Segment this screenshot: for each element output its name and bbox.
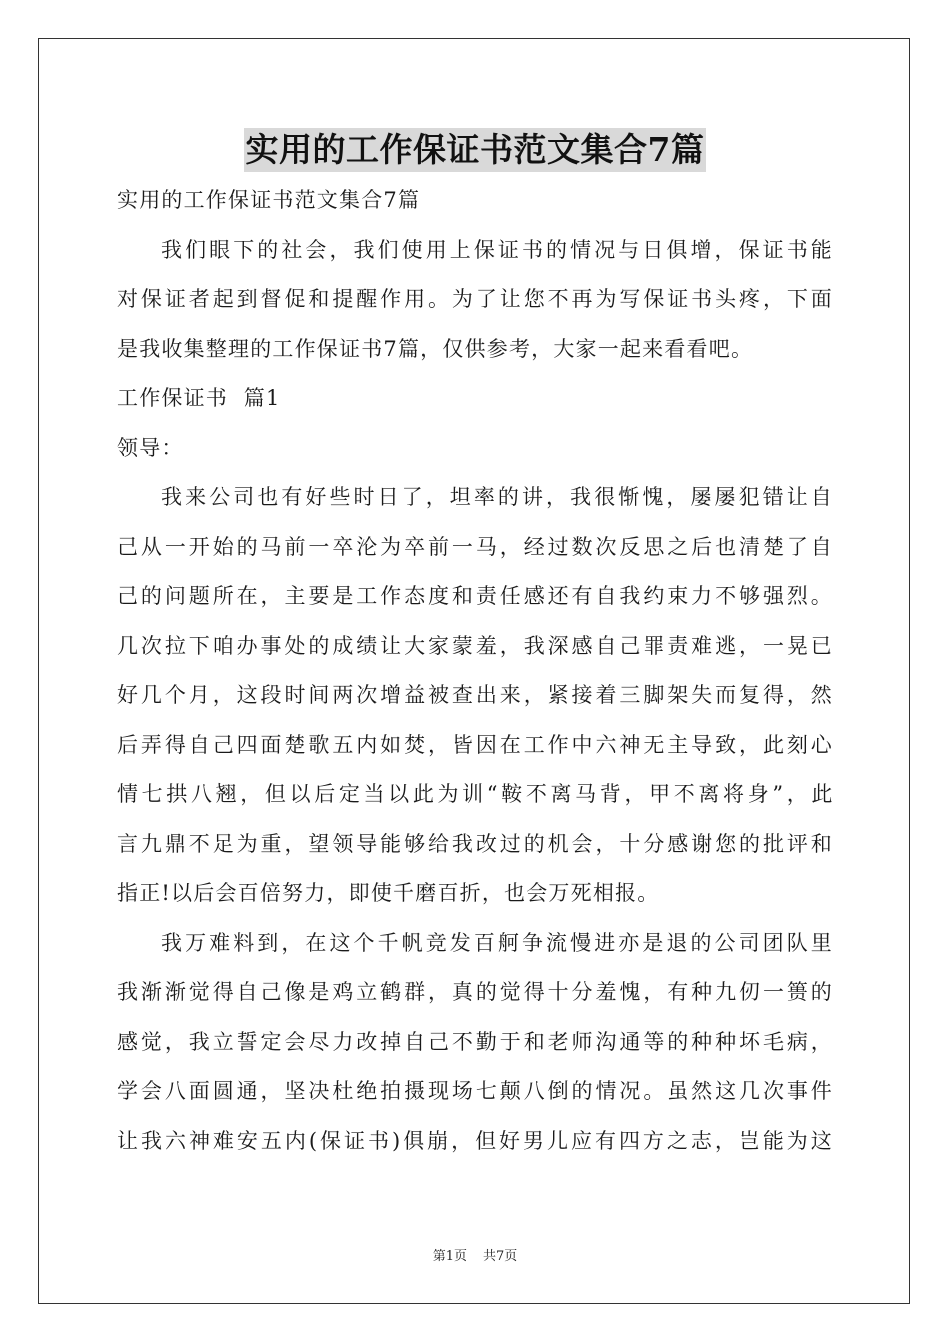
intro-line: 我们眼下的社会，我们使用上保证书的情况与日俱增，保证书能	[161, 237, 833, 262]
paragraph-line: 好几个月，这段时间两次增益被查出来，紧接着三脚架失而复得，然	[117, 683, 833, 707]
page-number: 第1页	[432, 1249, 467, 1264]
paragraph-line: 让我六神难安五内(保证书)俱崩，但好男儿应有四方之志，岂能为这	[117, 1128, 833, 1153]
paragraph-line: 我来公司也有好些时日了，坦率的讲，我很惭愧，屡屡犯错让自	[161, 485, 833, 509]
paragraph-line: 指正!以后会百倍努力，即使千磨百折，也会万死相报。	[117, 881, 660, 905]
body-paragraph-1	[117, 473, 833, 919]
paragraph-line: 己的问题所在，主要是工作态度和责任感还有自我约束力不够强烈。	[117, 584, 833, 608]
paragraph-line: 感觉，我立誓定会尽力改掉自己不勤于和老师沟通等的种种坏毛病，	[117, 1029, 833, 1054]
body-paragraph-2	[117, 919, 833, 1167]
paragraph-line: 我万难料到，在这个千帆竞发百舸争流慢进亦是退的公司团队里	[161, 930, 833, 955]
document-title: 实用的工作保证书范文集合7篇	[244, 128, 707, 172]
paragraph-line: 几次拉下咱办事处的成绩让大家蒙羞，我深感自己罪责难逃，一晃已	[117, 633, 833, 658]
paragraph-line: 我渐渐觉得自己像是鸡立鹤群，真的觉得十分羞愧，有种九仞一篑的	[117, 980, 833, 1004]
title-block	[0, 128, 950, 172]
intro-line: 是我收集整理的工作保证书7篇，仅供参考，大家一起来看看吧。	[117, 336, 754, 361]
paragraph-line: 学会八面圆通，坚决杜绝拍摄现场七颠八倒的情况。虽然这几次事件	[117, 1079, 833, 1103]
intro-paragraph	[117, 226, 833, 375]
page-footer	[0, 1245, 950, 1264]
section-heading: 工作保证书 篇1	[117, 386, 281, 410]
page-total: 共7页	[483, 1249, 518, 1264]
paragraph-line: 己从一开始的马前一卒沦为卒前一马，经过数次反思之后也清楚了自	[117, 534, 833, 559]
paragraph-line: 后弄得自己四面楚歌五内如焚，皆因在工作中六神无主导致，此刻心	[117, 732, 833, 757]
intro-line: 对保证者起到督促和提醒作用。为了让您不再为写保证书头疼，下面	[117, 287, 833, 311]
document-body	[117, 176, 833, 1166]
salutation: 领导：	[117, 435, 184, 460]
paragraph-line: 言九鼎不足为重，望领导能够给我改过的机会，十分感谢您的批评和	[117, 831, 833, 856]
subtitle: 实用的工作保证书范文集合7篇	[117, 188, 421, 212]
paragraph-line: 情七拱八翘，但以后定当以此为训“鞍不离马背，甲不离将身”，此	[117, 782, 833, 806]
